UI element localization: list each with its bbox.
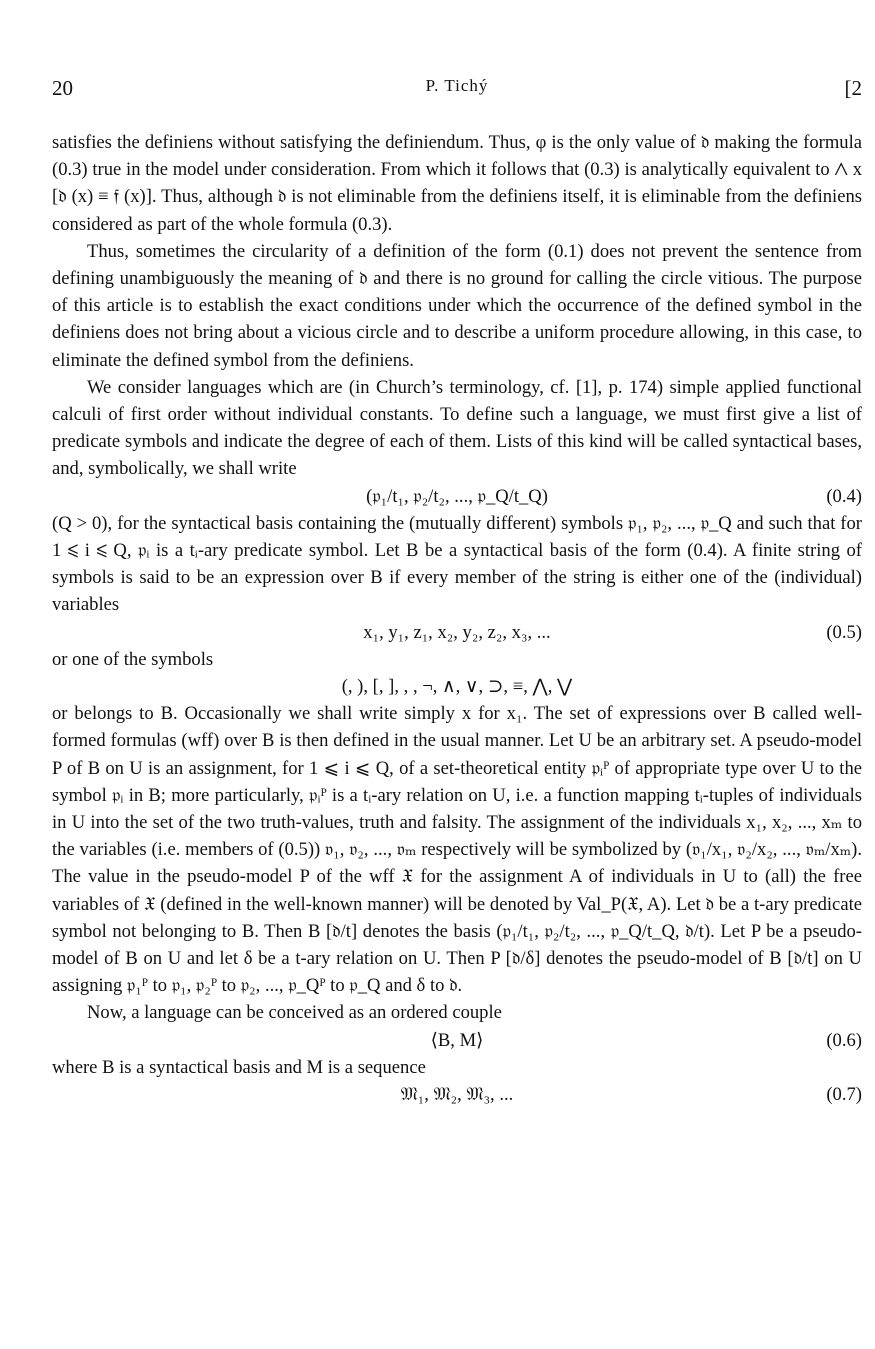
paragraph: Thus, sometimes the circularity of a definition of the form (0.1) does not prevent the sentence from defining unambiguously the meaning of 𝔡 and there is no ground for calling the circle vitious. The purpose of this article is to establish the exact conditions under which the occurrence of the defined symbol in the definiens does not bring about a vicious circle and to describe a uniform procedure allowing, in this case, to eliminate the defined symbol from the definiens. [52,240,862,371]
formula: ⟨B, M⟩ [430,1029,484,1051]
display-formula-0-4 [52,483,862,510]
paragraph: We consider languages which are (in Church’s terminology, cf. [1], p. 174) simple applied functional calculi of first order without individual constants. To define such a language, we must first give a list of predicate symbols and indicate the degree of each of them. Lists of this kind will be called syntactical bases, and, symbolically, we shall write [52,376,862,480]
formula: 𝔐₁, 𝔐₂, 𝔐₃, ... [400,1084,514,1106]
equation-tag: (0.5) [826,621,862,643]
running-header [52,76,862,106]
paragraph: (Q > 0), for the syntactical basis containing the (mutually different) symbols 𝔭₁, 𝔭₂, ..., 𝔭_Q and such that for 1 ⩽ i ⩽ Q, 𝔭ᵢ is a tᵢ-ary predicate symbol. Let B be a syntactical basis of the form (0.4). A finite string of symbols is said to be an expression over B if every member of the string is either one of the (individual) variables [52,512,862,616]
formula: x₁, y₁, z₁, x₂, y₂, z₂, x₃, ... [363,621,551,643]
page [52,76,862,1108]
display-formula-0-5 [52,619,862,646]
paragraph: Now, a language can be conceived as an ordered couple [87,1002,502,1024]
display-symbols [52,673,862,700]
paragraph: satisfies the definiens without satisfying the definiendum. Thus, φ is the only value of 𝔡 making the formula (0.3) true in the model under consideration. From which it follows that (0.3) is analytically equivalent to ⋀ x [𝔡 (x) ≡ 𝔣 (x)]. Thus, although 𝔡 is not eliminable from the definiens itself, it is eliminable from the definiens considered as part of the whole formula (0.3). [52,132,862,235]
text-line: where B is a syntactical basis and M is a sequence [52,1056,426,1078]
equation-tag: (0.4) [826,485,862,507]
page-number: 20 [52,76,73,100]
display-formula-0-6 [52,1027,862,1054]
section-marker: [2 [844,76,862,100]
text-line: or one of the symbols [52,648,214,670]
formula: (, ), [, ], , , ¬, ∧, ∨, ⊃, ≡, ⋀, ⋁ [341,676,573,698]
equation-tag: (0.6) [826,1029,862,1051]
formula: (𝔭₁/t₁, 𝔭₂/t₂, ..., 𝔭_Q/t_Q) [366,485,548,507]
display-formula-0-7 [52,1081,862,1108]
running-author: P. Tichý [425,76,489,95]
body-text [52,129,862,1108]
equation-tag: (0.7) [826,1084,862,1106]
paragraph: or belongs to B. Occasionally we shall write simply x for x₁. The set of expressions over B called well-formed formulas (wff) over B is then defined in the usual manner. Let U be an arbitrary set. A pseudo-model P of B on U is an assignment, for 1 ⩽ i ⩽ Q, of a set-theoretical entity 𝔭ᵢᴾ of appropriate type over U to the symbol 𝔭ᵢ in B; more particularly, 𝔭ᵢᴾ is a tᵢ-ary relation on U, i.e. a function mapping tᵢ-tuples of individuals in U into the set of the two truth-values, truth and falsity. The assignment of the individuals x₁, x₂, ..., xₘ to the variables (i.e. members of (0.5)) 𝔳₁, 𝔳₂, ..., 𝔳ₘ respectively will be symbolized by (𝔳₁/x₁, 𝔳₂/x₂, ..., 𝔳ₘ/xₘ). The value in the pseudo-model P of the wff 𝔛 for the assignment A of individuals in U to (all) the free variables of 𝔛 (defined in the well-known manner) will be denoted by Val_P(𝔛, A). Let 𝔡 be a t-ary predicate symbol not belonging to B. Then B [𝔡/t] denotes the basis (𝔭₁/t₁, 𝔭₂/t₂, ..., 𝔭_Q/t_Q, 𝔡/t). Let P be a pseudo-model of B on U and let δ be a t-ary relation on U. Then P [𝔡/δ] denotes the pseudo-model of B [𝔡/t] on U assigning 𝔭₁ᴾ to 𝔭₁, 𝔭₂ᴾ to 𝔭₂, ..., 𝔭_Qᴾ to 𝔭_Q and δ to 𝔡. [52,703,862,997]
